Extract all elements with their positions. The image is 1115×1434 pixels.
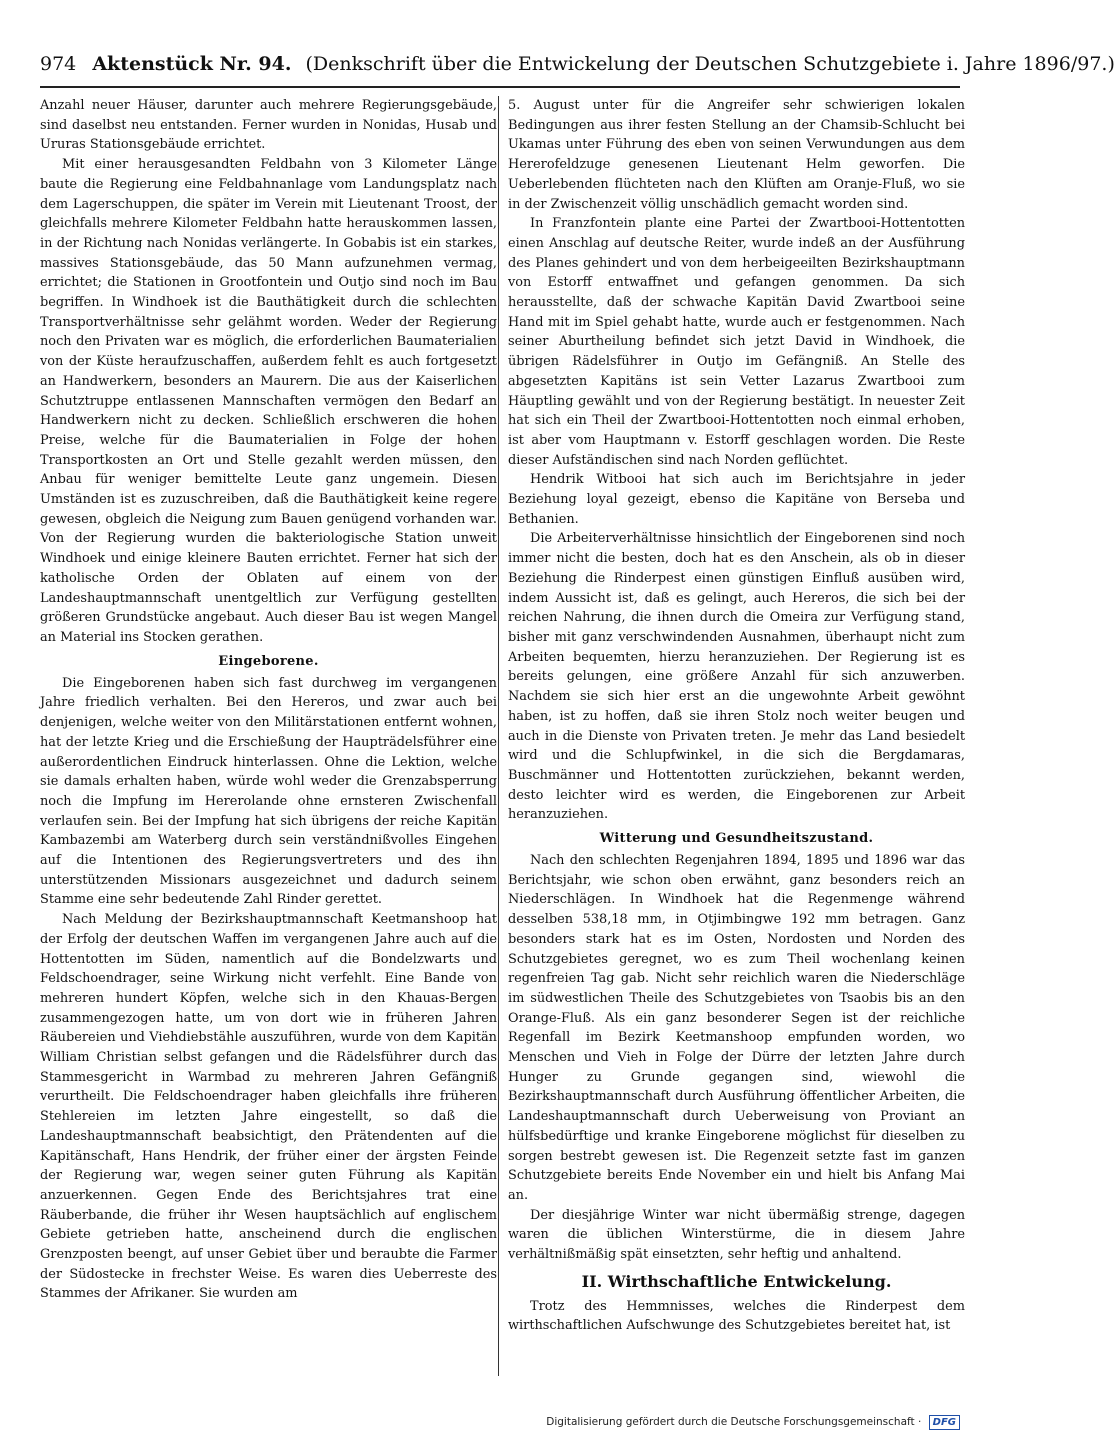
chapter-heading: II. Wirthschaftliche Entwickelung. <box>581 1271 892 1291</box>
running-title: (Denkschrift über die Entwickelung der Deutschen Schutzgebiete i. Jahre 1896/97.) <box>305 53 1115 75</box>
page-number: 974 <box>40 53 77 75</box>
document-reference: Aktenstück Nr. 94. <box>92 53 292 75</box>
paragraph: Der diesjährige Winter war nicht übermäßig strenge, dagegen waren die üblichen Winterstürme, die in diesem Jahre verhältnißmäßig spät einsetzten, sehr heftig und anhaltend. <box>508 1207 965 1263</box>
right-column <box>508 96 965 1376</box>
section-heading-witterung: Witterung und Gesundheitszustand. <box>599 831 874 847</box>
column-divider <box>498 96 499 1376</box>
paragraph: Hendrik Witbooi hat sich auch im Berichtsjahre in jeder Beziehung loyal gezeigt, ebenso die Kapitäne von Berseba und Bethanien. <box>508 472 965 527</box>
paragraph: Die Arbeiterverhältnisse hinsichtlich der Eingeborenen sind noch immer nicht die besten, doch hat es den Anschein, als ob in dieser Beziehung die Rinderpest einen günstigen Einfluß ausüben wird, indem Aussicht ist, daß es gelingt, auch Hereros, die sich bei der reichen Nahrung, die ihnen durch die Omeira zur Verfügung stand, bisher mit ganz verschwindenden Ausnahmen, überhaupt nicht zum Arbeiten bequemten, hierzu heranzuziehen. Der Regierung ist es bereits gelungen, eine größere Anzahl für sich anzuwerben. Nachdem sie sich hier erst an die ungewohnte Arbeit gewöhnt haben, ist zu hoffen, daß sie ihren Stolz noch weiter beugen und auch in die Dienste von Privaten treten. Je mehr das Land besiedelt wird und die Schlupfwinkel, in die sich die Bergdamaras, Buschmänner und Hottentotten zurückziehen, bekannt werden, desto leichter wird es werden, die Eingeborenen zur Arbeit heranzuziehen. <box>508 531 965 823</box>
dfg-logo: DFG <box>929 1415 960 1430</box>
paragraph: Trotz des Hemmnisses, welches die Rinderpest dem wirthschaftlichen Aufschwunge des Schutzgebietes bereitet hat, ist <box>508 1298 965 1334</box>
paragraph: Die Eingeborenen haben sich fast durchweg im vergangenen Jahre friedlich verhalten. Bei den Hereros, und zwar auch bei denjenigen, welche weiter von den Militärstationen entfernt wohnen, hat der letzte Krieg und die Erschießung der Haupträdelsführer eine außerordentlichen Eindruck hinterlassen. Ohne die Lektion, welche sie damals erhalten haben, würde wohl weder die Grenzabsperrung noch die Impfung im Hererolande ohne ernsteren Zwischenfall verlaufen sein. Bei der Impfung hat sich übrigens der reiche Kapitän Kambazembi am Waterberg durch sein verständnißvolles Eingehen auf die Intentionen des Regierungsvertreters und des ihn unterstützenden Missionars ausgezeichnet und dadurch seinem Stamme eine sehr bedeutende Zahl Rinder gerettet. <box>40 675 497 908</box>
section-heading-eingeborene: Eingeborene. <box>218 653 319 669</box>
paragraph: Nach den schlechten Regenjahren 1894, 1895 und 1896 war das Berichtsjahr, wie schon oben erwähnt, ganz besonders reich an Niederschlägen. In Windhoek hat die Regenmenge während desselben 538,18 mm, in Otjimbingwe 192 mm betragen. Ganz besonders stark hat es im Osten, Nordosten und Norden des Schutzgebietes geregnet, wo es zum Theil wochenlang keinen regenfreien Tag gab. Nicht sehr reichlich waren die Niederschläge im südwestlichen Theile des Schutzgebietes von Tsaobis bis an den Orange-Fluß. Als ein ganz besonderer Segen ist der reichliche Regenfall im Bezirk Keetmanshoop empfunden worden, wo Menschen und Vieh in Folge der Dürre der letzten Jahre durch Hunger zu Grunde gegangen sind, wiewohl die Bezirkshauptmannschaft durch Ausführung öffentlicher Arbeiten, die Landeshauptmannschaft durch Ueberweisung von Proviant an hülfsbedürftige und kranke Eingeborene möglichst für dieselben zu sorgen bestrebt gewesen ist. Die Regenzeit setzte fast im ganzen Schutzgebiete bereits Ende November ein und hielt bis Anfang Mai an. <box>508 853 965 1203</box>
page-header <box>40 46 1115 82</box>
paragraph: Anzahl neuer Häuser, darunter auch mehrere Regierungsgebäude, sind daselbst neu entstanden. Ferner wurden in Nonidas, Husab und Ururas Stationsgebäude errichtet. <box>40 98 497 153</box>
paragraph: Mit einer herausgesandten Feldbahn von 3 Kilometer Länge baute die Regierung eine Feldbahnanlage vom Landungsplatz nach dem Lagerschuppen, die später im Verein mit Lieutenant Troost, der gleichfalls mehrere Kilometer Feldbahn hatte herauskommen lassen, in der Richtung nach Nonidas verlängerte. In Gobabis ist ein starkes, massives Stationsgebäude, das 50 Mann aufzunehmen vermag, errichtet; die Stationen in Grootfontein und Outjo sind noch im Bau begriffen. In Windhoek ist die Bauthätigkeit durch die schlechten Transportverhältnisse sehr gelähmt worden. Weder der Regierung noch den Privaten war es möglich, die erforderlichen Baumaterialien von der Küste heraufzuschaffen, außerdem fehlt es auch fortgesetzt an Handwerkern, besonders an Maurern. Die aus der Kaiserlichen Schutztruppe entlassenen Mannschaften vermögen den Bedarf an Handwerkern nicht zu decken. Schließlich erschweren die hohen Preise, welche für die Baumaterialien in Folge der hohen Transportkosten an Ort und Stelle gezahlt werden müssen, den Anbau für weniger bemittelte Leute ganz ungemein. Diesen Umständen ist es zuzuschreiben, daß die Bauthätigkeit keine regere gewesen, obgleich die Neigung zum Bauen genügend vorhanden war. Von der Regierung wurden die bakteriologische Station unweit Windhoek und einige kleinere Bauten errichtet. Ferner hat sich der katholische Orden der Oblaten auf einem von der Landeshauptmannschaft unentgeltlich zur Verfügung gestellten größeren Grundstücke angebaut. Auch dieser Bau ist wegen Mangel an Material ins Stocken gerathen. <box>40 157 497 645</box>
paragraph: Nach Meldung der Bezirkshauptmannschaft Keetmanshoop hat der Erfolg der deutschen Waffen im vergangenen Jahre auch auf die Hottentotten im Süden, namentlich auf die Bondelzwarts und Feldschoendrager, seine Wirkung nicht verfehlt. Eine Bande von mehreren hundert Köpfen, welche sich in den Khauas-Bergen zusammengezogen hatte, um von dort wie in früheren Jahren Räubereien und Viehdiebstähle auszuführen, wurde von dem Kapitän William Christian selbst gefangen und die Rädelsführer durch das Stammesgericht in Warmbad zu mehreren Jahren Gefängniß verurtheilt. Die Feldschoendrager haben gleichfalls ihre früheren Stehlereien im letzten Jahre eingestellt, so daß die Landeshauptmannschaft beabsichtigt, den Prätendenten auf die Kapitänschaft, Hans Hendrik, der früher einer der ärgsten Feinde der Regierung war, wegen seiner guten Führung als Kapitän anzuerkennen. Gegen Ende des Berichtsjahres trat eine Räuberbande, die früher ihr Wesen hauptsächlich auf englischem Gebiete getrieben hatte, anscheinend durch die englischen Grenzposten beengt, auf unser Gebiet über und beraubte die Farmer der Südostecke in frechster Weise. Es waren dies Ueberreste des Stammes der Afrikaner. Sie wurden am <box>40 912 497 1302</box>
digitization-footer <box>546 1414 960 1430</box>
paragraph: 5. August unter für die Angreifer sehr schwierigen lokalen Bedingungen aus ihrer festen Stellung an der Chamsib-Schlucht bei Ukamas unter Führung des eben von seinen Verwundungen aus dem Hererofeldzuge genesenen Lieutenant Helm geworfen. Die Ueberlebenden flüchteten nach den Klüften am Oranje-Fluß, wo sie in der Zwischenzeit völlig unschädlich gemacht worden sind. <box>508 98 965 212</box>
paragraph: In Franzfontein plante eine Partei der Zwartbooi-Hottentotten einen Anschlag auf deutsche Reiter, wurde indeß an der Ausführung des Planes gehindert und von dem herbeigeeilten Bezirkshauptmann von Estorff entwaffnet und gefangen genommen. Da sich herausstellte, daß der schwache Kapitän David Zwartbooi seine Hand mit im Spiel gehabt hatte, wurde auch er festgenommen. Nach seiner Aburtheilung befindet sich jetzt David in Windhoek, die übrigen Rädelsführer in Outjo im Gefängniß. An Stelle des abgesetzten Kapitäns ist sein Vetter Lazarus Zwartbooi zum Häuptling gewählt und von der Regierung bestätigt. In neuester Zeit hat sich ein Theil der Zwartbooi-Hottentotten noch einmal erhoben, ist aber vom Hauptmann v. Estorff geschlagen worden. Die Reste dieser Aufständischen sind nach Norden geflüchtet. <box>508 216 965 468</box>
footer-text: Digitalisierung gefördert durch die Deutsche Forschungsgemeinschaft · <box>546 1416 922 1428</box>
header-rule <box>40 86 960 88</box>
left-column <box>40 96 497 1376</box>
